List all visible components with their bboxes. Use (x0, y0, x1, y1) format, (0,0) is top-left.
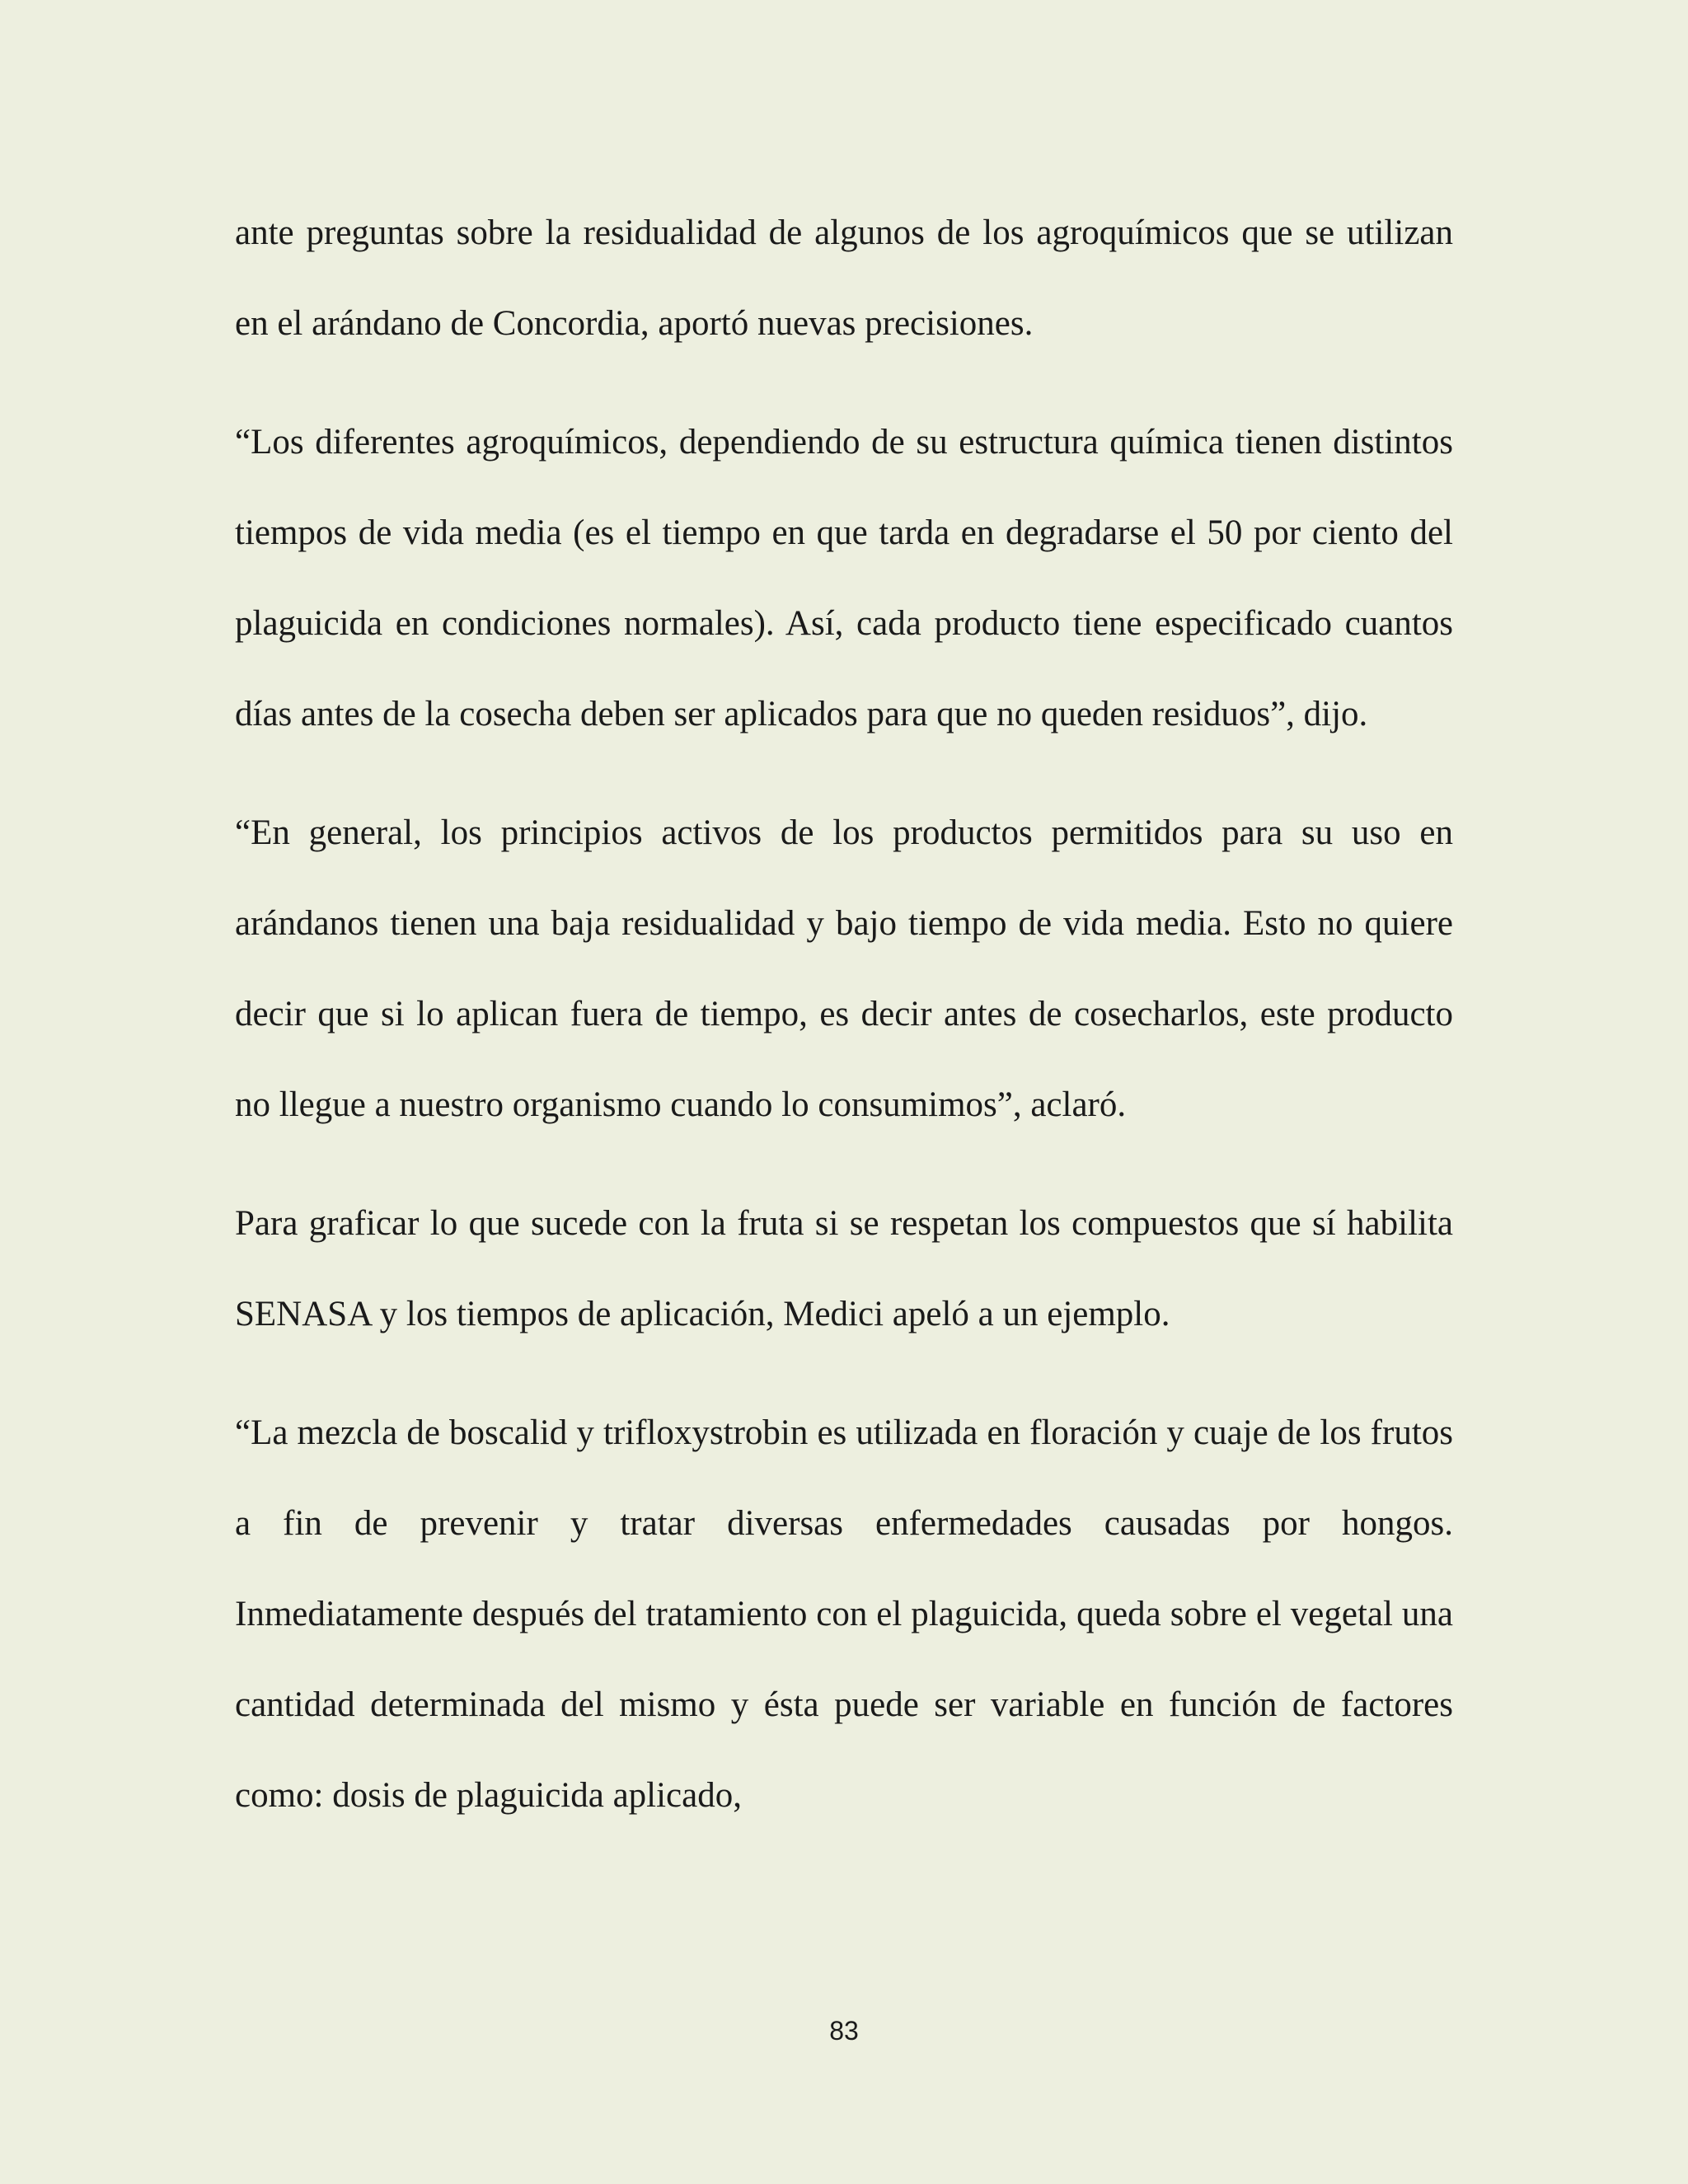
paragraph-1: ante preguntas sobre la residualidad de algunos de los agroquímicos que se utilizan en el arándano de Concordia, aportó nuevas precisiones. (235, 213, 1453, 343)
body-text (235, 188, 1453, 1841)
page-number: 83 (829, 2016, 859, 2046)
paragraph-3: “En general, los principios activos de los productos permitidos para su uso en arándanos tienen una baja residualidad y bajo tiempo de vida media. Esto no quiere decir que si lo aplican fuera de tiempo, es decir antes de cosecharlos, este producto no llegue a nuestro organismo cuando lo consumimos”, aclaró. (235, 813, 1453, 1124)
paragraph-4: Para graficar lo que sucede con la fruta si se respetan los compuestos que sí habilita SENASA y los tiempos de aplicación, Medici apeló a un ejemplo. (235, 1204, 1453, 1333)
paragraph-5: “La mezcla de boscalid y trifloxystrobin es utilizada en floración y cuaje de los frutos a fin de prevenir y tratar diversas enfermedades causadas por hongos. Inmediatamente después del tratamiento con el plaguicida, queda sobre el vegetal una cantidad determinada del mismo y ésta puede ser variable en función de factores como: dosis de plaguicida aplicado, (235, 1413, 1453, 1815)
paragraph-2: “Los diferentes agroquímicos, dependiendo de su estructura química tienen distintos tiempos de vida media (es el tiempo en que tarda en degradarse el 50 por ciento del plaguicida en condiciones normales). Así, cada producto tiene especificado cuantos días antes de la cosecha deben ser aplicados para que no queden residuos”, dijo. (235, 423, 1453, 733)
